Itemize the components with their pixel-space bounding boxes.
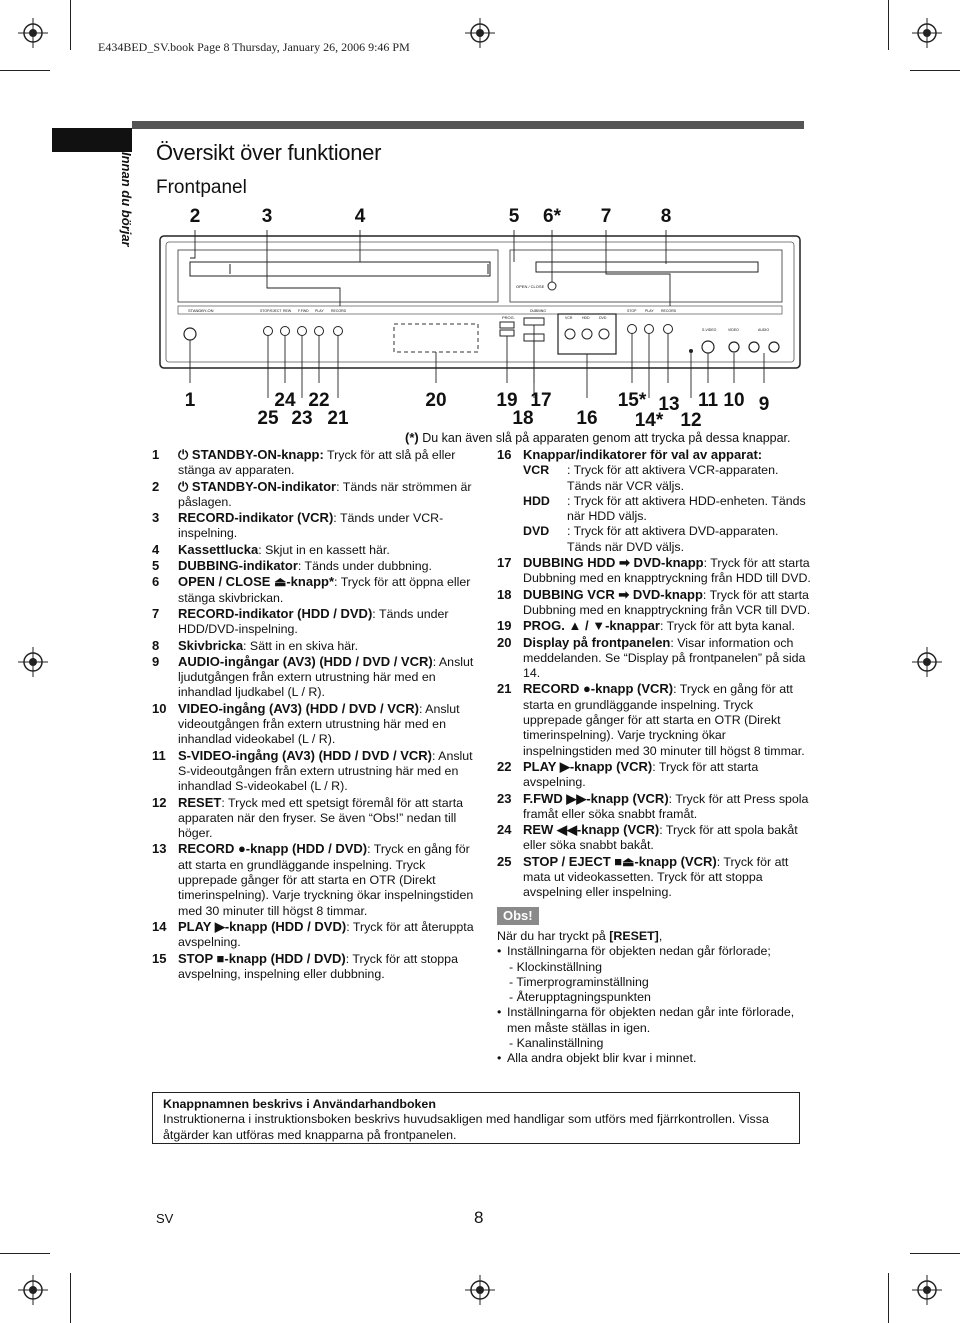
prog-label: PROG. — [502, 315, 515, 320]
device-desc: : Tryck för att aktivera VCR-apparaten. — [567, 463, 779, 478]
device-desc-2: Tänds när VCR väljs. — [567, 478, 685, 493]
callout-number: 12 — [680, 410, 702, 431]
item-number: 22 — [497, 758, 512, 774]
device-select-row — [497, 524, 812, 555]
item-text: : Tryck med ett spetsigt föremål för att starta apparaten när den fryser. Se även “Obs!” nedan till höger. — [178, 795, 464, 841]
crop-mark — [70, 0, 71, 50]
device-select-row — [497, 463, 812, 494]
audio-label: AUDIO — [758, 328, 770, 332]
callout-number: 22 — [308, 390, 330, 411]
record-label: RECORD — [331, 309, 347, 313]
device-select-row — [497, 494, 812, 525]
item-number: 13 — [152, 841, 167, 857]
callout-number: 3 — [261, 206, 273, 227]
registration-mark-icon — [18, 18, 48, 48]
item-text: : Tryck för att starta Dubbning med en knapptryckning från VCR till DVD. — [523, 587, 811, 617]
callout-number: 10 — [723, 390, 745, 411]
obs-sub-item: - Kanalinställning — [509, 1035, 604, 1050]
obs-badge: Obs! — [497, 907, 539, 925]
item-title: Display på frontpanelen — [523, 634, 671, 650]
device-desc: : Tryck för att aktivera HDD-enheten. Tänds — [567, 493, 806, 508]
list-item — [497, 791, 812, 823]
item-text: : Visar information och meddelanden. Se “Display på frontpanelen” på sida 14. — [523, 635, 806, 681]
item-number: 14 — [152, 918, 167, 934]
info-box-text: Instruktionerna i instruktionsboken beskrivs huvudsakligen med handligar som utförs med fjärrkontrollen. Vissa åtgärder kan utföras med knapparna på frontpanelen. — [163, 1112, 769, 1142]
svideo-label: S-VIDEO — [702, 328, 717, 332]
open-close-label: OPEN / CLOSE — [516, 284, 545, 289]
stop-label: STOP — [627, 309, 637, 313]
list-item — [497, 555, 812, 587]
crop-mark — [910, 70, 960, 71]
item-text: : Anslut videoutgången från extern utrustning här med en inhandlad videokabel (L / R). — [178, 701, 460, 747]
item-text: : Tryck för att stoppa avspelning, inspelning eller dubbning. — [178, 951, 458, 981]
item-title: RECORD-indikator (VCR) — [178, 510, 334, 526]
callout-number: 9 — [758, 394, 770, 415]
item-title: STOP ■-knapp (HDD / DVD) — [178, 950, 346, 966]
list-item — [152, 701, 482, 748]
obs-bullet: • Inställningarna för objekten nedan går inte förlorade, men måste ställas in igen. — [497, 1005, 812, 1036]
crop-mark — [0, 1253, 50, 1254]
item-title: OPEN / CLOSE ⏏-knapp* — [178, 574, 335, 590]
item-title: DUBBING-indikator — [178, 558, 298, 574]
item-title: RECORD ●-knapp (VCR) — [523, 681, 674, 697]
dvd-label: DVD — [599, 316, 607, 320]
record2-label: RECORD — [661, 309, 677, 313]
item-title: RESET — [178, 794, 222, 810]
item-title: REW ◀◀-knapp (VCR) — [523, 822, 660, 838]
star-note — [405, 430, 791, 445]
item-text: : Tryck för att öppna eller stänga skivbrickan. — [178, 575, 471, 605]
item-number: 25 — [497, 853, 512, 869]
item-number: 15 — [152, 950, 167, 966]
callout-number: 4 — [354, 206, 366, 227]
item-text: : Tryck en gång för att starta en grundläggande inspelning. Tryck upprepade gånger för att starta en OTR (Direkt timerinspelning). Varje tryckning ökar inspelningstiden med 30 minuter till högst 8 timmar. — [178, 842, 474, 918]
item-text: : Tänds under VCR-inspelning. — [178, 511, 444, 541]
footer-language: SV — [156, 1211, 174, 1226]
item-number: 23 — [497, 790, 512, 806]
item-number: 12 — [152, 794, 167, 810]
print-header: E434BED_SV.book Page 8 Thursday, January 26, 2006 9:46 PM — [98, 40, 410, 54]
item-number: 19 — [497, 618, 512, 634]
info-box-heading: Knappnamnen beskrivs i Användarhandboken — [163, 1097, 436, 1111]
item-text: : Tänds under HDD/DVD-inspelning. — [178, 606, 449, 637]
list-item — [152, 447, 482, 479]
list-item — [497, 759, 812, 791]
video-label: VIDEO — [728, 328, 739, 332]
side-label: Innan du börjar — [119, 152, 134, 247]
item-number: 21 — [497, 681, 512, 697]
registration-mark-icon — [18, 1275, 48, 1305]
page-number: 8 — [474, 1208, 484, 1227]
callout-number: 19 — [496, 390, 518, 411]
obs-sub-item: - Återupptagningspunkten — [509, 990, 651, 1005]
obs-sub-item: - Timerprograminställning — [509, 974, 649, 989]
crop-mark — [888, 1273, 889, 1323]
callout-number: 20 — [425, 390, 447, 411]
registration-mark-icon — [912, 1275, 942, 1305]
item-number: 17 — [497, 555, 512, 571]
list-item — [152, 638, 482, 654]
item-text: : Tryck för att starta Dubbning med en knapptryckning från HDD till DVD. — [523, 556, 811, 586]
callout-number: 25 — [257, 408, 279, 429]
item-number: 2 — [152, 478, 160, 494]
list-item — [497, 618, 812, 634]
callout-number: 6* — [543, 206, 561, 227]
hdd-label: HDD — [582, 316, 590, 320]
callout-number: 21 — [327, 408, 349, 429]
list-item — [152, 748, 482, 795]
callout-number: 17 — [530, 390, 552, 411]
list-item — [497, 681, 812, 758]
item-title: Kassettlucka — [178, 541, 259, 557]
registration-mark-icon — [912, 647, 942, 677]
item-number: 9 — [152, 653, 160, 669]
device-key: HDD — [523, 493, 550, 508]
item-title: DUBBING VCR ➡ DVD-knapp — [523, 586, 703, 602]
item-title: S-VIDEO-ingång (AV3) (HDD / DVD / VCR) — [178, 747, 432, 763]
list-item — [152, 479, 482, 511]
device-key: VCR — [523, 463, 550, 478]
crop-mark — [70, 1273, 71, 1323]
play2-label: PLAY — [645, 309, 654, 313]
section-title: Frontpanel — [156, 177, 247, 198]
crop-mark — [888, 0, 889, 50]
item-title: PLAY ▶-knapp (HDD / DVD) — [178, 918, 347, 934]
item-number: 6 — [152, 574, 160, 590]
page-title: Översikt över funktioner — [156, 140, 382, 165]
crop-mark — [910, 1253, 960, 1254]
item-title: PROG. ▲ / ▼-knappar — [523, 618, 660, 634]
list-item — [497, 587, 812, 619]
item-number: 20 — [497, 634, 512, 650]
item-title: RECORD ●-knapp (HDD / DVD) — [178, 841, 368, 857]
registration-mark-icon — [465, 1275, 495, 1305]
list-item — [497, 822, 812, 854]
left-feature-list — [152, 447, 482, 982]
item-title: PLAY ▶-knapp (VCR) — [523, 758, 653, 774]
stop-eject-label: STOP/EJECT — [260, 309, 282, 313]
device-desc-2: Tänds när DVD väljs. — [567, 539, 685, 554]
item-title: Knappar/indikatorer för val av apparat — [523, 447, 758, 462]
item-number: 5 — [152, 558, 160, 574]
ffwd-label: F.FWD — [298, 309, 309, 313]
item-text: : Tryck för att Press spola framåt eller söka snabbt framåt. — [523, 791, 809, 821]
play-label: PLAY — [315, 309, 324, 313]
item-text: : Tryck för att starta avspelning. — [523, 759, 759, 790]
list-item — [152, 951, 482, 983]
item-text: : Tryck för att återuppta avspelning. — [178, 919, 474, 950]
item-text: : Tänds när strömmen är påslagen. — [178, 479, 472, 509]
vcr-label: VCR — [565, 316, 573, 320]
item-number: 4 — [152, 541, 160, 557]
obs-sub-item: - Klockinställning — [509, 959, 602, 974]
section-tab — [52, 128, 132, 152]
registration-mark-icon — [912, 18, 942, 48]
item-title: Skivbricka — [178, 637, 244, 653]
device-key: DVD — [523, 524, 550, 539]
callout-number: 1 — [184, 390, 196, 411]
item-text: : Sätt in en skiva här. — [243, 638, 359, 653]
list-item — [152, 542, 482, 558]
rew-label: REW — [283, 309, 292, 313]
item-title: AUDIO-ingångar (AV3) (HDD / DVD / VCR) — [178, 653, 433, 669]
list-item — [152, 795, 482, 842]
list-item — [152, 606, 482, 638]
device-desc-2: när HDD väljs. — [567, 509, 647, 524]
item-text: : Tänds under dubbning. — [297, 559, 432, 574]
obs-bullet: • Inställningarna för objekten nedan går förlorade; — [497, 944, 812, 959]
device-desc: : Tryck för att aktivera DVD-apparaten. — [567, 524, 779, 539]
item-text: : Tryck en gång för att starta en grundläggande inspelning. Tryck upprepade gånger för att starta en OTR (Direkt timerinspelning). Varje tryckning ökar inspelningstiden med 30 minuter till högst 8 timmar. — [523, 682, 805, 758]
item-number: 1 — [152, 447, 160, 462]
item-number: 3 — [152, 510, 160, 526]
callout-number: 8 — [660, 206, 672, 227]
list-item — [152, 574, 482, 606]
callout-number: 15* — [617, 390, 647, 411]
star-text: Du kan även slå på apparaten genom att trycka på dessa knappar. — [422, 431, 791, 445]
obs-intro: När du har tryckt på [RESET], — [497, 928, 663, 943]
item-title: F.FWD ▶▶-knapp (VCR) — [523, 790, 669, 806]
callout-number: 5 — [508, 206, 520, 227]
callout-number: 7 — [600, 206, 612, 227]
item-text: : Tryck för att mata ut videokassetten. Tryck för att stoppa avspelning eller inspelning. — [523, 854, 789, 900]
list-item — [152, 841, 482, 918]
item-title: STOP / EJECT ■⏏-knapp (VCR) — [523, 853, 717, 869]
item-text: : Anslut S-videoutgången från extern utrustning här med en inhandlad S-videokabel (L / R). — [178, 748, 473, 794]
item-number: 11 — [152, 747, 166, 763]
item-number: 7 — [152, 605, 160, 621]
item-title: VIDEO-ingång (AV3) (HDD / DVD / VCR) — [178, 700, 419, 716]
bottom-callouts — [185, 390, 770, 431]
item-number: 24 — [497, 822, 512, 838]
item-text: : Anslut ljudutgången från extern utrustning här med en inhandlad ljudkabel (L / R). — [178, 654, 474, 700]
callout-number: 23 — [291, 408, 313, 429]
star-mark: (*) — [405, 430, 419, 445]
item-title: ⏻ STANDBY-ON-indikator — [178, 478, 337, 494]
callout-number: 11 — [697, 390, 719, 411]
list-item — [152, 510, 482, 542]
item-number: 16 — [497, 447, 512, 462]
item-text: Tryck för att slå på eller stänga av apparaten. — [178, 448, 456, 478]
front-panel-diagram — [150, 198, 810, 438]
list-item — [497, 854, 812, 901]
item-title: RECORD-indikator (HDD / DVD) — [178, 605, 373, 621]
item-number: 8 — [152, 637, 160, 653]
callout-number: 2 — [189, 206, 201, 227]
item-number: 18 — [497, 586, 512, 602]
item-title: ⏻ STANDBY-ON-knapp: — [178, 447, 324, 462]
item-text: : Skjut in en kassett här. — [258, 542, 390, 557]
callout-number: 13 — [658, 394, 680, 415]
list-item — [152, 919, 482, 951]
right-feature-list — [497, 447, 812, 1067]
info-box — [152, 1092, 800, 1144]
crop-mark — [0, 70, 50, 71]
obs-bullet: • Alla andra objekt blir kvar i minnet. — [497, 1051, 812, 1066]
standby-label: STANDBY-ON — [188, 308, 214, 313]
list-item — [152, 558, 482, 574]
header-rule — [132, 121, 804, 129]
callout-number: 16 — [576, 408, 598, 429]
dubbing-label: DUBBING — [530, 309, 546, 313]
callout-number: 14* — [634, 410, 664, 431]
registration-mark-icon — [465, 18, 495, 48]
list-item — [497, 447, 812, 463]
callout-number: 18 — [512, 408, 534, 429]
item-title: DUBBING HDD ➡ DVD-knapp — [523, 555, 704, 571]
item-colon: : — [757, 447, 763, 462]
item-text: : Tryck för att spola bakåt eller söka snabbt bakåt. — [523, 823, 798, 853]
item-text: : Tryck för att byta kanal. — [659, 619, 795, 634]
callout-number: 24 — [274, 390, 296, 411]
registration-mark-icon — [18, 647, 48, 677]
list-item — [497, 635, 812, 682]
item-number: 10 — [152, 700, 167, 716]
list-item — [152, 654, 482, 701]
top-callouts — [190, 206, 672, 227]
